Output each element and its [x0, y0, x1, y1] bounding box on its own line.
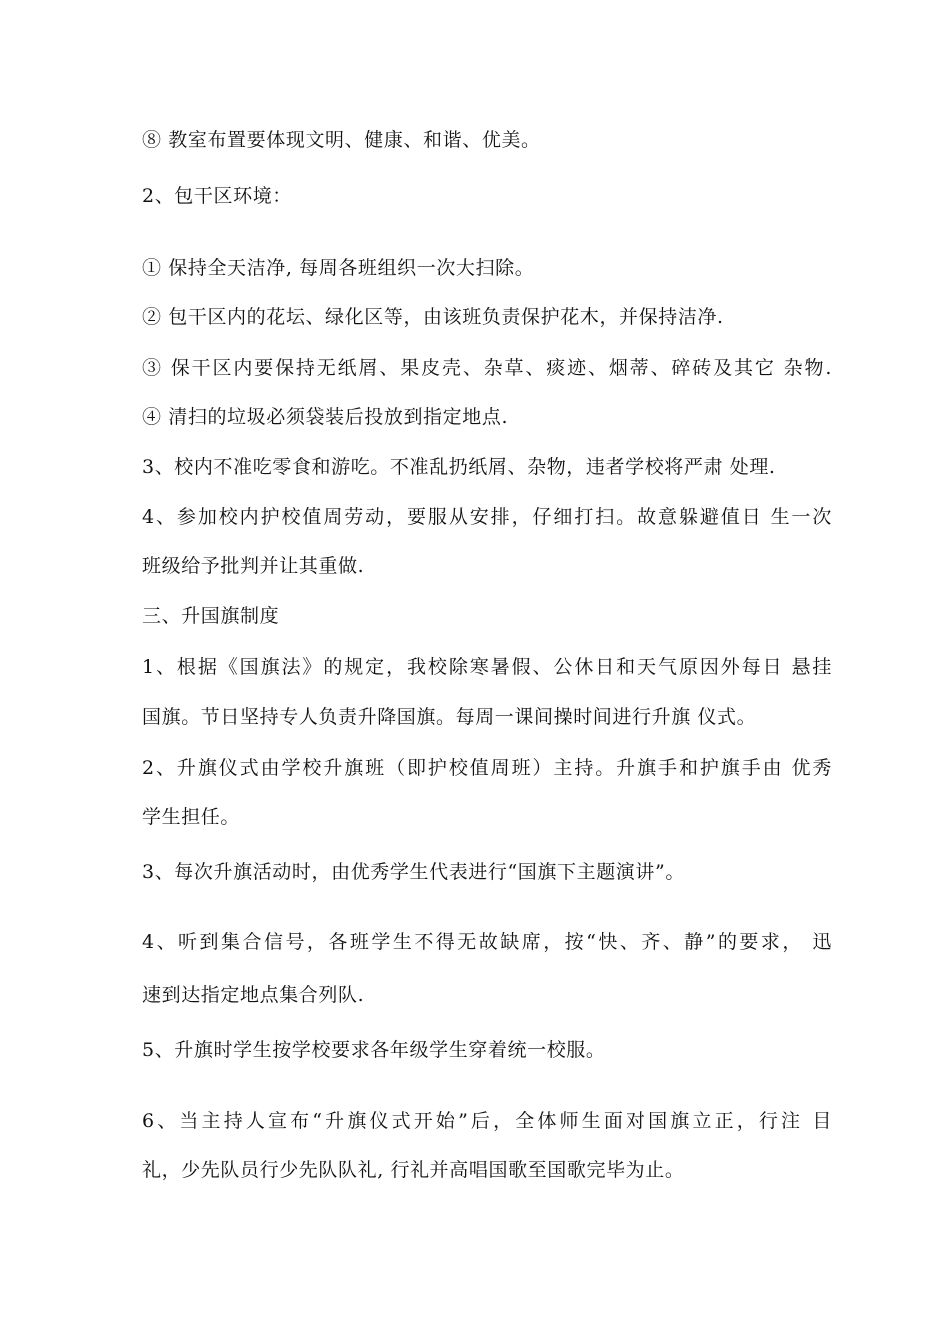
text-line: ② 包干区内的花坛、绿化区等，由该班负责保护花木，并保持洁净.	[142, 306, 724, 328]
text-line: 国旗。节日坚持专人负责升降国旗。每周一课间操时间进行升旗 仪式。	[142, 706, 757, 728]
text-line: ③ 保干区内要保持无纸屑、果皮壳、杂草、痰迹、烟蒂、碎砖及其它 杂物.	[142, 357, 832, 379]
text-line: 1、根据《国旗法》的规定，我校除寒暑假、公休日和天气原因外每日 悬挂	[142, 656, 832, 678]
text-line: 礼，少先队员行少先队队礼, 行礼并高唱国歌至国歌完毕为止。	[142, 1159, 685, 1181]
text-line: 4、听到集合信号，各班学生不得无故缺席，按“快、齐、静”的要求， 迅	[142, 931, 832, 953]
text-line: 学生担任。	[142, 806, 241, 828]
text-line: 6、当主持人宣布“升旗仪式开始”后，全体师生面对国旗立正，行注 目	[142, 1110, 832, 1132]
text-line: 速到达指定地点集合列队.	[142, 984, 365, 1006]
text-line: ④ 清扫的垃圾必须袋装后投放到指定地点.	[142, 406, 509, 428]
text-line: 3、校内不准吃零食和游吃。不准乱扔纸屑、杂物，违者学校将严肃 处理.	[142, 456, 776, 478]
text-line: ⑧ 教室布置要体现文明、健康、和谐、优美。	[142, 129, 541, 151]
text-line: 5、升旗时学生按学校要求各年级学生穿着统一校服。	[142, 1039, 606, 1061]
text-line: 班级给予批判并让其重做.	[142, 555, 365, 577]
section-heading: 三、升国旗制度	[142, 605, 280, 627]
text-line: ① 保持全天洁净, 每周各班组织一次大扫除。	[142, 257, 535, 279]
text-line: 3、每次升旗活动时，由优秀学生代表进行“国旗下主题演讲”。	[142, 861, 685, 883]
text-line: 2、升旗仪式由学校升旗班（即护校值周班）主持。升旗手和护旗手由 优秀	[142, 757, 832, 779]
section-heading: 2、包干区环境：	[142, 185, 292, 207]
text-line: 4、参加校内护校值周劳动，要服从安排，仔细打扫。故意躲避值日 生一次	[142, 506, 832, 528]
